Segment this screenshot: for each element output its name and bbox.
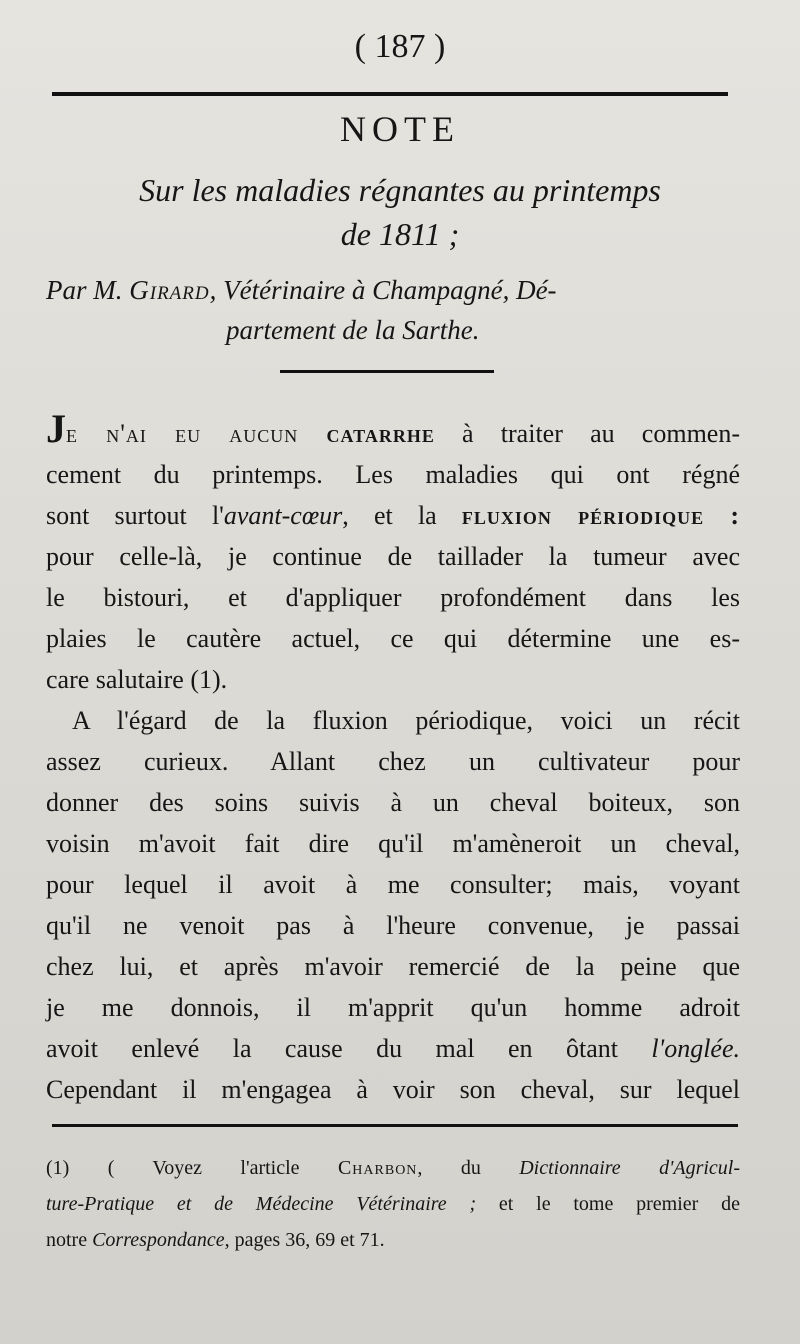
p2-line-9: avoit enlevé la cause du mal en ôtant l'onglée.: [46, 1034, 740, 1063]
term-avant-coeur: avant-cœur: [223, 501, 343, 530]
p1-line-7: care salutaire (1).: [46, 665, 228, 694]
p1-line-1: Je n'ai eu aucun catarrhe à traiter au commen-: [46, 406, 740, 451]
section-rule: [280, 370, 494, 373]
p1-line-3: sont surtout l'avant-cœur, et la fluxion périodique :: [46, 501, 740, 530]
term-catarrhe: catarrhe: [326, 419, 435, 448]
p1-line-6: plaies le cautère actuel, ce qui détermine une es-: [46, 624, 740, 653]
p2-line-3: donner des soins suivis à un cheval boiteux, son: [46, 788, 740, 817]
footnote-line-1: (1) ( Voyez l'article Charbon, du Dictionnaire d'Agricul-: [46, 1157, 741, 1179]
note-subtitle: [40, 168, 760, 256]
author-par: Par M.: [46, 275, 130, 305]
dropcap: J: [46, 406, 66, 451]
footnote-line-2: ture-Pratique et de Médecine Vétérinaire ; et le tome premier de: [46, 1193, 741, 1215]
header-rule: [52, 92, 728, 96]
p2-line-2: assez curieux. Allant chez un cultivateur pour: [46, 747, 740, 776]
p2-line-8: je me donnois, il m'apprit qu'un homme adroit: [46, 993, 740, 1022]
term-fluxion: fluxion périodique :: [461, 501, 740, 530]
p1-line-4: pour celle-là, je continue de taillader la tumeur avec: [46, 542, 740, 571]
p1-line-2: cement du printemps. Les maladies qui ont régné: [46, 460, 740, 489]
footnote-rule: [52, 1124, 738, 1127]
note-title: NOTE: [340, 109, 460, 149]
p2-line-4: voisin m'avoit fait dire qu'il m'amèneroit un cheval,: [46, 829, 740, 858]
term-onglee: l'onglée.: [651, 1034, 740, 1063]
p2-line-6: qu'il ne venoit pas à l'heure convenue, je passai: [46, 911, 740, 940]
p2-line-10: Cependant il m'engagea à voir son cheval, sur lequel: [46, 1075, 740, 1104]
p2-line-1: A l'égard de la fluxion périodique, voici un récit: [72, 706, 740, 735]
author-line: [46, 270, 760, 350]
footnote: [46, 1150, 740, 1258]
author-rest-1: , Vétérinaire à Champagné, Dé-: [209, 275, 557, 305]
footnote-line-3: notre Correspondance, pages 36, 69 et 71.: [46, 1229, 385, 1251]
page-number: ( 187 ): [354, 28, 446, 65]
subtitle-line-1: Sur les maladies régnantes au printemps: [139, 172, 661, 208]
author-name: Girard: [129, 275, 210, 305]
p2-line-5: pour lequel il avoit à me consulter; mais, voyant: [46, 870, 740, 899]
p1-line-5: le bistouri, et d'appliquer profondément dans les: [46, 583, 740, 612]
author-rest-2: partement de la Sarthe.: [226, 315, 480, 345]
p2-line-7: chez lui, et après m'avoir remercié de la peine que: [46, 952, 740, 981]
body-text: [46, 408, 740, 1110]
subtitle-line-2: de 1811 ;: [340, 216, 460, 252]
